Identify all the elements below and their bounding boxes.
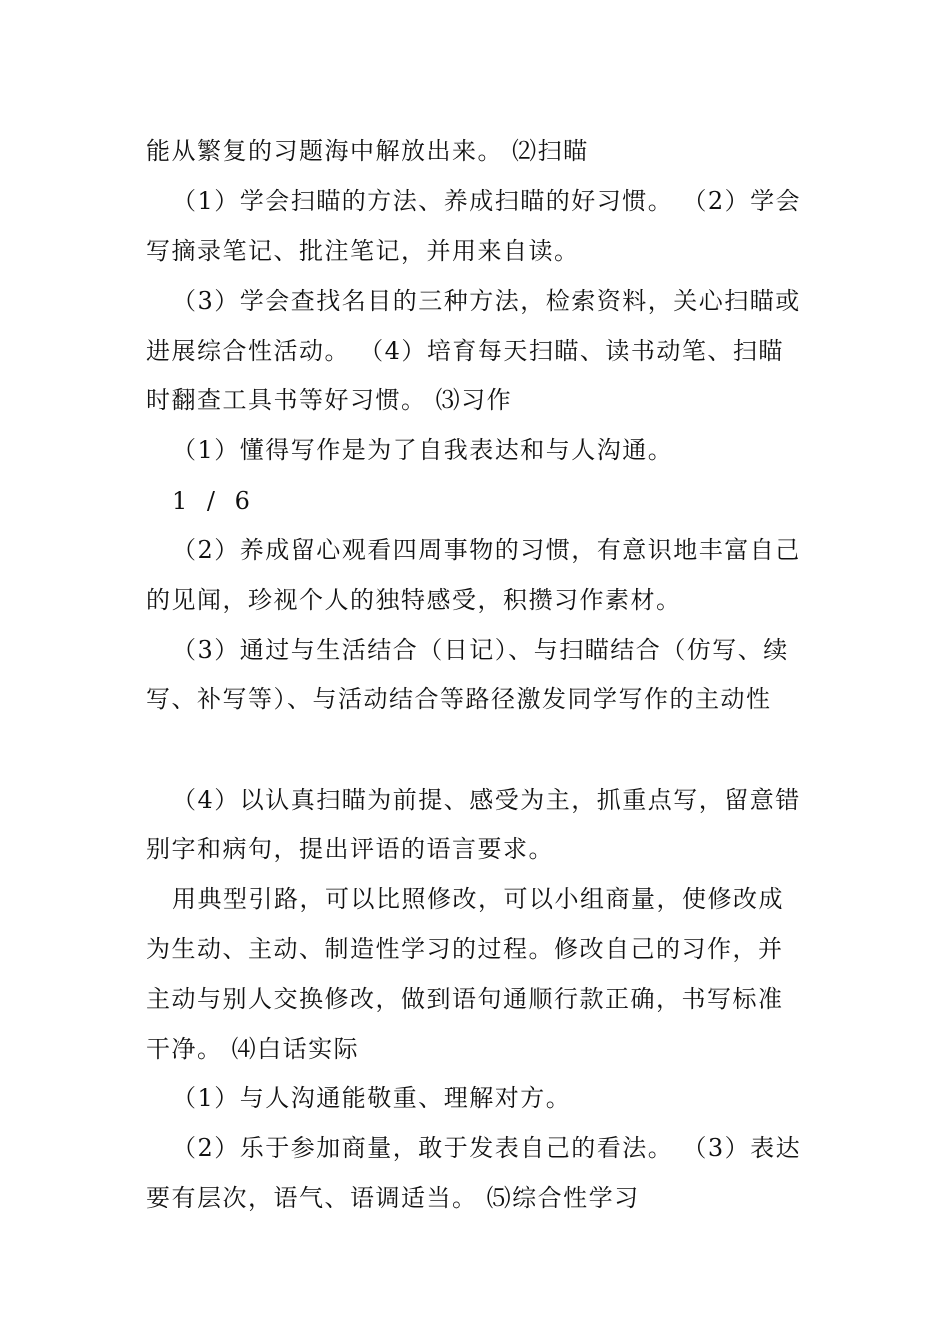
text-line-3: 写摘录笔记、批注笔记，并用来自读。 <box>146 237 580 265</box>
text-line-16: 主动与别人交换修改，做到语句通顺行款正确，书写标准 <box>146 985 784 1013</box>
text-line-4: （3）学会查找名目的三种方法，检索资料，关心扫瞄或 <box>172 287 801 315</box>
text-line-10: （3）通过与生活结合（日记）、与扫瞄结合（仿写、续 <box>172 636 789 664</box>
text-line-15: 为生动、主动、制造性学习的过程。修改自己的习作，并 <box>146 935 784 963</box>
text-line-17: 干净。 ⑷白话实际 <box>146 1035 360 1063</box>
text-line-8: （2）养成留心观看四周事物的习惯，有意识地丰富自己 <box>172 536 801 564</box>
text-line-9: 的见闻，珍视个人的独特感受，积攒习作素材。 <box>146 586 682 614</box>
text-line-6: 时翻查工具书等好习惯。 ⑶习作 <box>146 386 513 414</box>
text-line-12: （4）以认真扫瞄为前提、感受为主，抓重点写，留意错 <box>172 786 801 814</box>
text-line-7: （1）懂得写作是为了自我表达和与人沟通。 <box>172 436 674 464</box>
text-line-2: （1）学会扫瞄的方法、养成扫瞄的好习惯。 （2）学会 <box>172 187 802 215</box>
text-line-18: （1）与人沟通能敬重、理解对方。 <box>172 1084 572 1112</box>
text-line-13: 别字和病句，提出评语的语言要求。 <box>146 835 554 863</box>
text-line-20: 要有层次，语气、语调适当。 ⑸综合性学习 <box>146 1184 640 1212</box>
text-line-14: 用典型引路，可以比照修改，可以小组商量，使修改成 <box>172 885 784 913</box>
text-line-19: （2）乐于参加商量，敢于发表自己的看法。 （3）表达 <box>172 1134 802 1162</box>
page-indicator: 1 / 6 <box>172 487 256 515</box>
text-line-11: 写、补写等）、与活动结合等路径激发同学写作的主动性 <box>146 685 772 713</box>
text-line-5: 进展综合性活动。 （4）培育每天扫瞄、读书动笔、扫瞄 <box>146 337 784 365</box>
text-line-1: 能从繁复的习题海中解放出来。 ⑵扫瞄 <box>146 137 589 165</box>
